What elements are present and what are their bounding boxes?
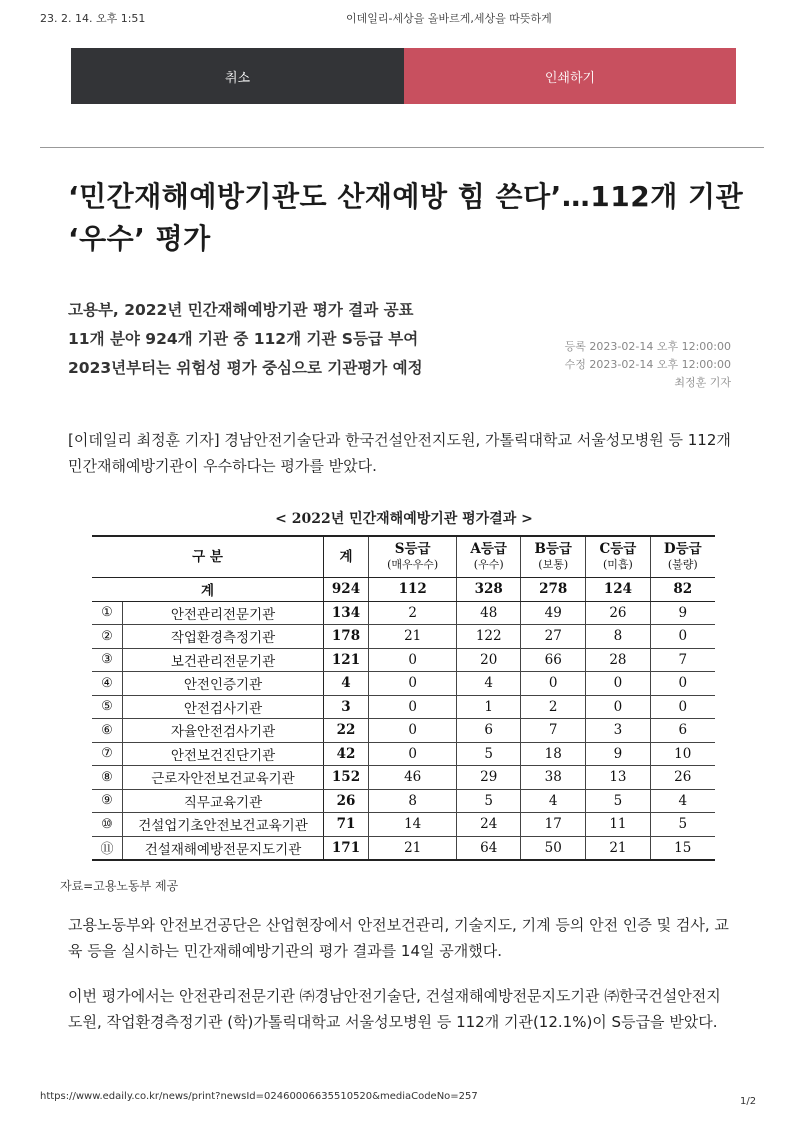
subhead-3: 2023년부터는 위험성 평가 중심으로 기관평가 예정 <box>68 359 423 377</box>
total-b: 278 <box>521 578 586 602</box>
header-grade-d: D등급 (불량) <box>650 536 715 578</box>
row-number: ⑧ <box>92 766 123 790</box>
row-total: 152 <box>324 766 369 790</box>
footer-url: https://www.edaily.co.kr/news/print?newsId=02460006635510520&mediaCodeNo=257 <box>40 1091 478 1102</box>
row-grade-a: 1 <box>457 695 521 719</box>
header-category: 구 분 <box>92 536 324 578</box>
row-grade-s: 8 <box>369 789 457 813</box>
total-d: 82 <box>650 578 715 602</box>
total-label: 계 <box>92 578 324 602</box>
table-total-row <box>92 578 715 602</box>
print-button[interactable]: 인쇄하기 <box>404 48 736 104</box>
row-grade-c: 5 <box>586 789 650 813</box>
registered-date: 등록 2023-02-14 오후 12:00:00 <box>564 340 731 353</box>
table-row <box>92 625 715 649</box>
table-row <box>92 742 715 766</box>
row-grade-c: 0 <box>586 672 650 696</box>
site-title: 이데일리-세상을 올바르게,세상을 따뜻하게 <box>346 12 552 25</box>
row-grade-b: 66 <box>521 648 586 672</box>
row-grade-a: 5 <box>457 742 521 766</box>
header-divider <box>40 147 764 148</box>
header-grade-a: A등급 (우수) <box>457 536 521 578</box>
row-number: ⑦ <box>92 742 123 766</box>
article-paragraph-3: 이번 평가에서는 안전관리전문기관 ㈜경남안전기술단, 건설재해예방전문지도기관 ㈜한국건설안전지도원, 작업환경측정기관 (학)가톨릭대학교 서울성모병원 등 112개 기관(12.1%)이 S등급을 받았다. <box>68 987 721 1031</box>
subhead-1: 고용부, 2022년 민간재해예방기관 평가 결과 공표 <box>68 301 414 319</box>
row-grade-b: 17 <box>521 813 586 837</box>
print-datetime: 23. 2. 14. 오후 1:51 <box>40 12 146 25</box>
total-s: 112 <box>369 578 457 602</box>
row-grade-s: 0 <box>369 648 457 672</box>
row-total: 71 <box>324 813 369 837</box>
row-grade-s: 14 <box>369 813 457 837</box>
total-count: 924 <box>324 578 369 602</box>
row-grade-b: 4 <box>521 789 586 813</box>
row-grade-s: 21 <box>369 836 457 860</box>
row-grade-a: 64 <box>457 836 521 860</box>
row-grade-d: 0 <box>650 695 715 719</box>
row-grade-b: 7 <box>521 719 586 743</box>
table-row <box>92 601 715 625</box>
row-number: ③ <box>92 648 123 672</box>
row-total: 121 <box>324 648 369 672</box>
row-grade-a: 4 <box>457 672 521 696</box>
row-category: 안전검사기관 <box>123 695 324 719</box>
row-grade-d: 5 <box>650 813 715 837</box>
table-row <box>92 836 715 860</box>
row-grade-d: 6 <box>650 719 715 743</box>
row-grade-d: 0 <box>650 672 715 696</box>
row-number: ⑤ <box>92 695 123 719</box>
table-row <box>92 672 715 696</box>
article-paragraph-2: 고용노동부와 안전보건공단은 산업현장에서 안전보건관리, 기술지도, 기계 등의 안전 인증 및 검사, 교육 등을 실시하는 민간재해예방기관의 평가 결과를 14일 공개했다. <box>68 916 729 960</box>
article-paragraph-1: [이데일리 최정훈 기자] 경남안전기술단과 한국건설안전지도원, 가톨릭대학교 서울성모병원 등 112개 민간재해예방기관이 우수하다는 평가를 받았다. <box>68 431 731 475</box>
subhead-2: 11개 분야 924개 기관 중 112개 기관 S등급 부여 <box>68 330 419 348</box>
row-grade-s: 0 <box>369 672 457 696</box>
row-grade-c: 21 <box>586 836 650 860</box>
row-grade-b: 18 <box>521 742 586 766</box>
table-row <box>92 719 715 743</box>
total-c: 124 <box>586 578 650 602</box>
row-category: 건설재해예방전문지도기관 <box>123 836 324 860</box>
row-grade-s: 46 <box>369 766 457 790</box>
article-headline: ‘민간재해예방기관도 산재예방 힘 쓴다’…112개 기관 ‘우수’ 평가 <box>68 180 744 255</box>
reporter-name: 최정훈 기자 <box>674 376 731 389</box>
row-total: 22 <box>324 719 369 743</box>
row-grade-b: 49 <box>521 601 586 625</box>
row-grade-c: 26 <box>586 601 650 625</box>
page-number: 1/2 <box>740 1096 757 1107</box>
row-grade-s: 0 <box>369 719 457 743</box>
row-category: 보건관리전문기관 <box>123 648 324 672</box>
row-total: 26 <box>324 789 369 813</box>
row-category: 작업환경측정기관 <box>123 625 324 649</box>
row-grade-b: 38 <box>521 766 586 790</box>
row-grade-c: 28 <box>586 648 650 672</box>
row-grade-b: 50 <box>521 836 586 860</box>
row-grade-d: 0 <box>650 625 715 649</box>
row-grade-d: 26 <box>650 766 715 790</box>
row-grade-s: 0 <box>369 742 457 766</box>
row-category: 건설업기초안전보건교육기관 <box>123 813 324 837</box>
row-total: 4 <box>324 672 369 696</box>
row-grade-a: 20 <box>457 648 521 672</box>
row-total: 134 <box>324 601 369 625</box>
evaluation-results-table <box>92 535 715 861</box>
row-grade-a: 48 <box>457 601 521 625</box>
row-grade-d: 4 <box>650 789 715 813</box>
row-number: ① <box>92 601 123 625</box>
row-number: ④ <box>92 672 123 696</box>
table-title: < 2022년 민간재해예방기관 평가결과 > <box>275 511 533 527</box>
row-total: 3 <box>324 695 369 719</box>
row-grade-a: 24 <box>457 813 521 837</box>
source-note: 자료=고용노동부 제공 <box>60 879 179 893</box>
article-subheads <box>68 296 423 383</box>
row-grade-s: 0 <box>369 695 457 719</box>
table-header-row <box>92 536 715 578</box>
header-grade-c: C등급 (미흡) <box>586 536 650 578</box>
table-row <box>92 789 715 813</box>
row-total: 42 <box>324 742 369 766</box>
cancel-button[interactable]: 취소 <box>71 48 404 104</box>
article-meta <box>565 338 731 392</box>
row-grade-c: 3 <box>586 719 650 743</box>
row-grade-c: 11 <box>586 813 650 837</box>
row-number: ⑥ <box>92 719 123 743</box>
table-row <box>92 695 715 719</box>
row-grade-s: 2 <box>369 601 457 625</box>
row-total: 178 <box>324 625 369 649</box>
row-grade-a: 29 <box>457 766 521 790</box>
header-grade-s: S등급 (매우우수) <box>369 536 457 578</box>
row-number: ⑨ <box>92 789 123 813</box>
header-total: 계 <box>324 536 369 578</box>
row-grade-d: 7 <box>650 648 715 672</box>
row-grade-c: 0 <box>586 695 650 719</box>
row-grade-a: 5 <box>457 789 521 813</box>
row-category: 근로자안전보건교육기관 <box>123 766 324 790</box>
row-number: ⑪ <box>92 836 123 860</box>
table-row <box>92 766 715 790</box>
row-number: ② <box>92 625 123 649</box>
row-grade-d: 9 <box>650 601 715 625</box>
row-category: 안전보건진단기관 <box>123 742 324 766</box>
row-grade-d: 15 <box>650 836 715 860</box>
row-grade-s: 21 <box>369 625 457 649</box>
row-grade-b: 2 <box>521 695 586 719</box>
row-category: 안전인증기관 <box>123 672 324 696</box>
row-grade-b: 0 <box>521 672 586 696</box>
row-grade-c: 13 <box>586 766 650 790</box>
row-category: 자율안전검사기관 <box>123 719 324 743</box>
row-grade-a: 122 <box>457 625 521 649</box>
row-total: 171 <box>324 836 369 860</box>
header-grade-b: B등급 (보통) <box>521 536 586 578</box>
row-grade-b: 27 <box>521 625 586 649</box>
row-category: 안전관리전문기관 <box>123 601 324 625</box>
modified-date: 수정 2023-02-14 오후 12:00:00 <box>564 358 731 371</box>
row-grade-c: 9 <box>586 742 650 766</box>
row-category: 직무교육기관 <box>123 789 324 813</box>
row-grade-a: 6 <box>457 719 521 743</box>
total-a: 328 <box>457 578 521 602</box>
row-grade-c: 8 <box>586 625 650 649</box>
table-row <box>92 648 715 672</box>
row-grade-d: 10 <box>650 742 715 766</box>
table-row <box>92 813 715 837</box>
row-number: ⑩ <box>92 813 123 837</box>
